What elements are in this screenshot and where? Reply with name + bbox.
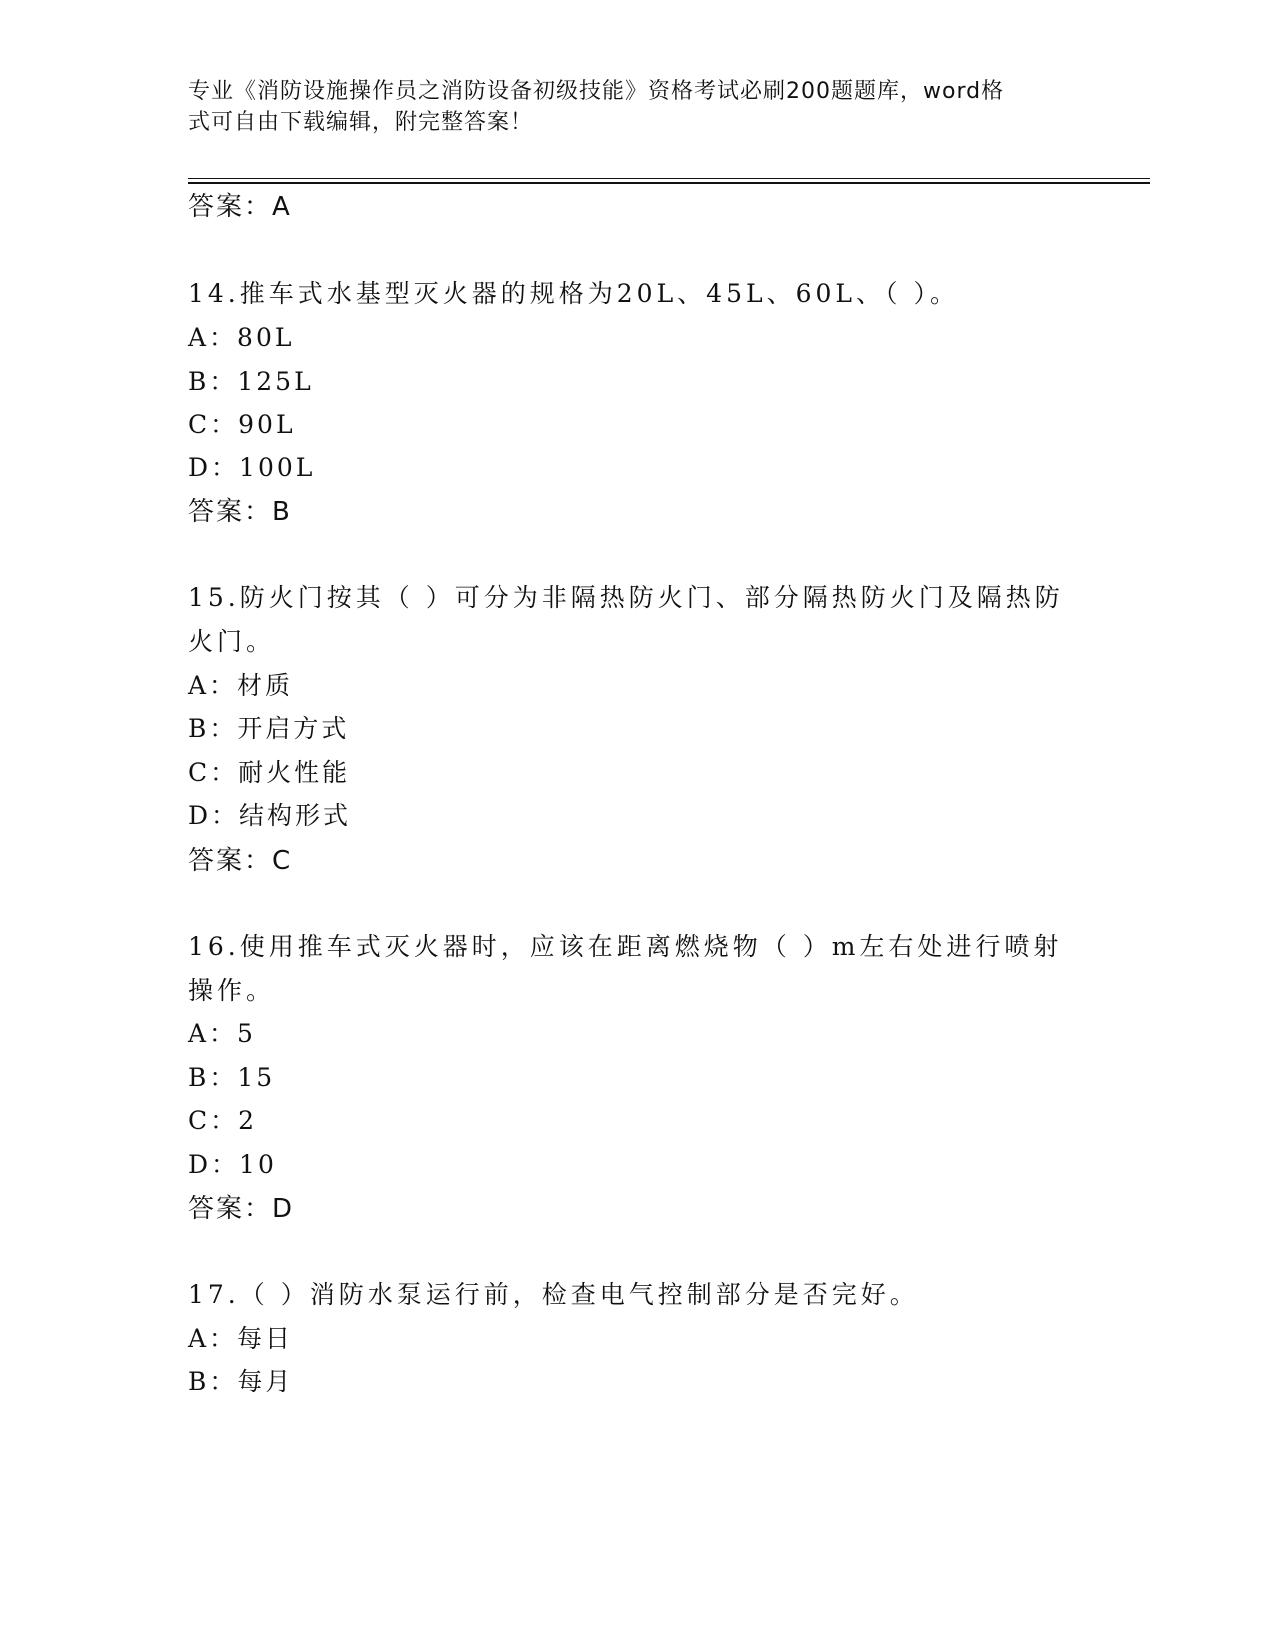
q15-option-a: A：材质 [188, 671, 294, 700]
header-divider-thick [188, 182, 1150, 184]
question-16-line-2: 操作。 [188, 976, 276, 1005]
question-14: 14.推车式水基型灭火器的规格为20L、45L、60L、（ ）。 [188, 279, 959, 308]
q16-option-c: C：2 [188, 1106, 258, 1135]
q15-option-b: B：开启方式 [188, 714, 350, 743]
header-line-1: 专业《消防设施操作员之消防设备初级技能》资格考试必刷200题题库，word格 [188, 79, 1005, 104]
header-divider-thin [188, 178, 1150, 179]
header-line-2: 式可自由下载编辑，附完整答案！ [188, 110, 534, 135]
question-16-line-1: 16.使用推车式灭火器时，应该在距离燃烧物（ ）m左右处进行喷射 [188, 932, 1063, 961]
document-header [188, 76, 1068, 138]
q14-option-b: B：125L [188, 367, 314, 396]
answer-15: 答案：C [188, 846, 293, 876]
q17-option-a: A：每日 [188, 1324, 294, 1353]
question-17: 17.（ ）消防水泵运行前，检查电气控制部分是否完好。 [188, 1280, 919, 1309]
q16-option-d: D：10 [188, 1150, 277, 1179]
q16-option-b: B：15 [188, 1063, 276, 1092]
q15-option-d: D：结构形式 [188, 801, 352, 830]
answer-13: 答案：A [188, 192, 292, 222]
answer-14: 答案：B [188, 497, 292, 527]
q17-option-b: B：每月 [188, 1367, 294, 1396]
q14-option-d: D：100L [188, 453, 316, 482]
answer-16: 答案：D [188, 1194, 295, 1224]
question-15-line-2: 火门。 [188, 627, 276, 656]
q16-option-a: A：5 [188, 1019, 256, 1048]
question-15-line-1: 15.防火门按其（ ）可分为非隔热防火门、部分隔热防火门及隔热防 [188, 583, 1064, 612]
q14-option-c: C：90L [188, 410, 296, 439]
q14-option-a: A：80L [188, 323, 295, 352]
q15-option-c: C：耐火性能 [188, 758, 351, 787]
